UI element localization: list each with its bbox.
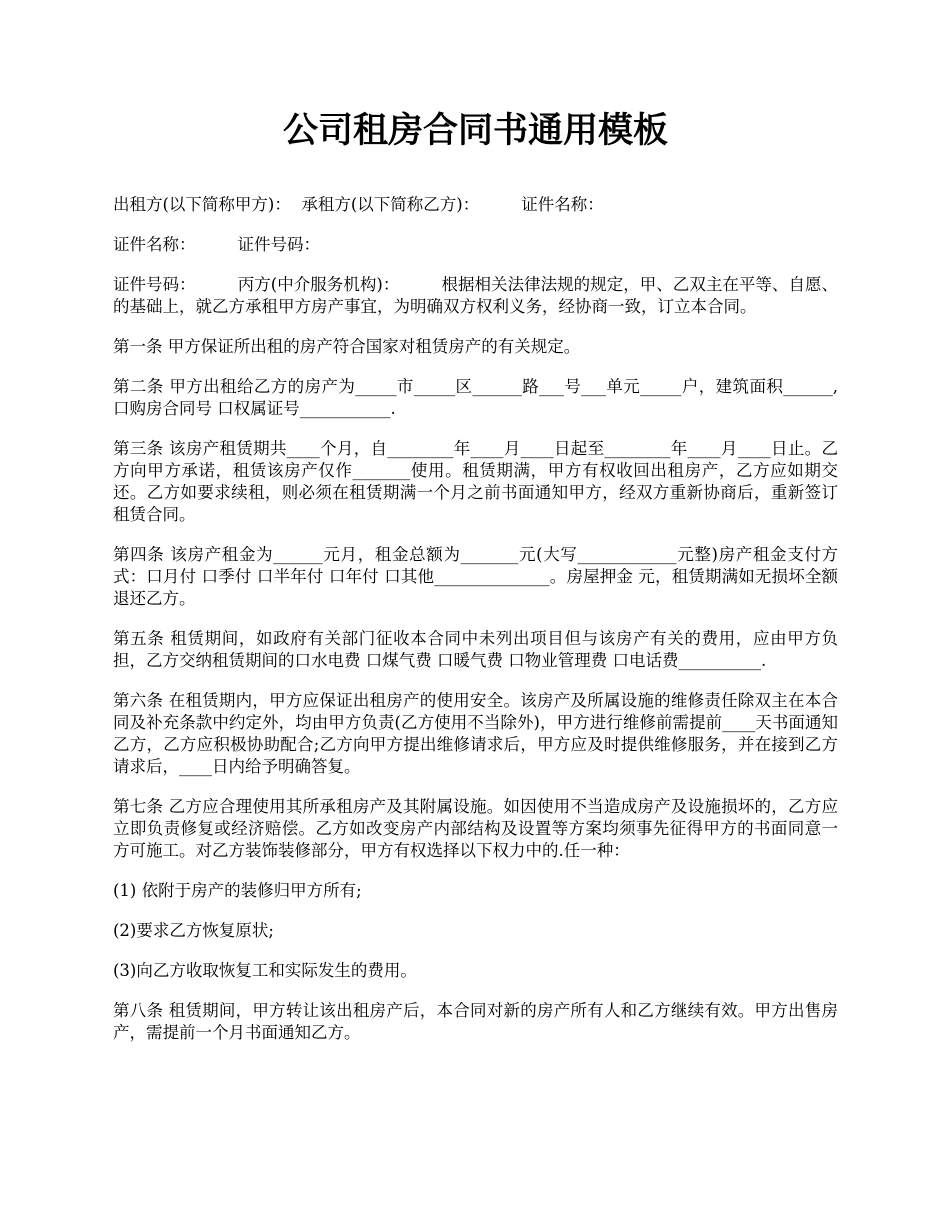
article-4: 第四条 该房产租金为______元月，租金总额为_______元(大写____________元整)房产租金支付方式：口月付 口季付 口半年付 口年付 口其他______________。房屋押金 元，租赁期满如无损坏全额退还乙方。 bbox=[113, 545, 838, 608]
option-3: (3)向乙方收取恢复工和实际发生的费用。 bbox=[113, 961, 417, 980]
parties-line: 出租方(以下简称甲方)： 承租方(以下简称乙方)： 证件名称： bbox=[113, 195, 604, 214]
article-1: 第一条 甲方保证所出租的房产符合国家对租赁房产的有关规定。 bbox=[113, 337, 581, 356]
article-7: 第七条 乙方应合理使用其所承租房产及其附属设施。如因使用不当造成房产及设施损坏的，乙方应立即负责修复或经济赔偿。乙方如改变房产内部结构及设置等方案均须事先征得甲方的书面同意一方可施工。对乙方装饰装修部分，甲方有权选择以下权力中的.任一种： bbox=[113, 797, 838, 860]
article-2: 第二条 甲方出租给乙方的房产为_____市_____区______路___号___单元_____户，建筑面积______,口购房合同号 口权属证号___________. bbox=[113, 377, 838, 418]
option-1: (1) 依附于房产的装修归甲方所有; bbox=[113, 881, 362, 900]
id-line-1: 证件名称： 证件号码： bbox=[113, 235, 320, 254]
document-title: 公司租房合同书通用模板 bbox=[282, 110, 668, 151]
article-5: 第五条 租赁期间，如政府有关部门征收本合同中未列出项目但与该房产有关的费用，应由甲方负担，乙方交纳租赁期间的口水电费 口煤气费 口暖气费 口物业管理费 口电话费__________. bbox=[113, 629, 838, 670]
article-8: 第八条 租赁期间，甲方转让该出租房产后，本合同对新的房产所有人和乙方继续有效。甲方出售房产，需提前一个月书面通知乙方。 bbox=[113, 1001, 838, 1042]
id-line-2-preamble: 证件号码： 丙方(中介服务机构)： 根据相关法律法规的规定，甲、乙双主在平等、自愿、的基础上，就乙方承租甲方房产事宜，为明确双方权利义务，经协商一致，订立本合同。 bbox=[113, 275, 838, 316]
article-3: 第三条 该房产租赁期共____个月，自________年____月____日起至________年____月____日止。乙方向甲方承诺，租赁该房产仅作_______使用。租赁期满，甲方有权收回出租房产，乙方应如期交还。乙方如要求续租，则必须在租赁期满一个月之前书面通知甲方，经双方重新协商后，重新签订租赁合同。 bbox=[113, 439, 838, 524]
option-2: (2)要求乙方恢复原状; bbox=[113, 921, 274, 940]
article-6: 第六条 在租赁期内，甲方应保证出租房产的使用安全。该房产及所属设施的维修责任除双主在本合同及补充条款中约定外，均由甲方负责(乙方使用不当除外)，甲方进行维修前需提前____天书面通知乙方，乙方应积极协助配合;乙方向甲方提出维修请求后，甲方应及时提供维修服务，并在接到乙方请求后，____日内给予明确答复。 bbox=[113, 691, 838, 776]
